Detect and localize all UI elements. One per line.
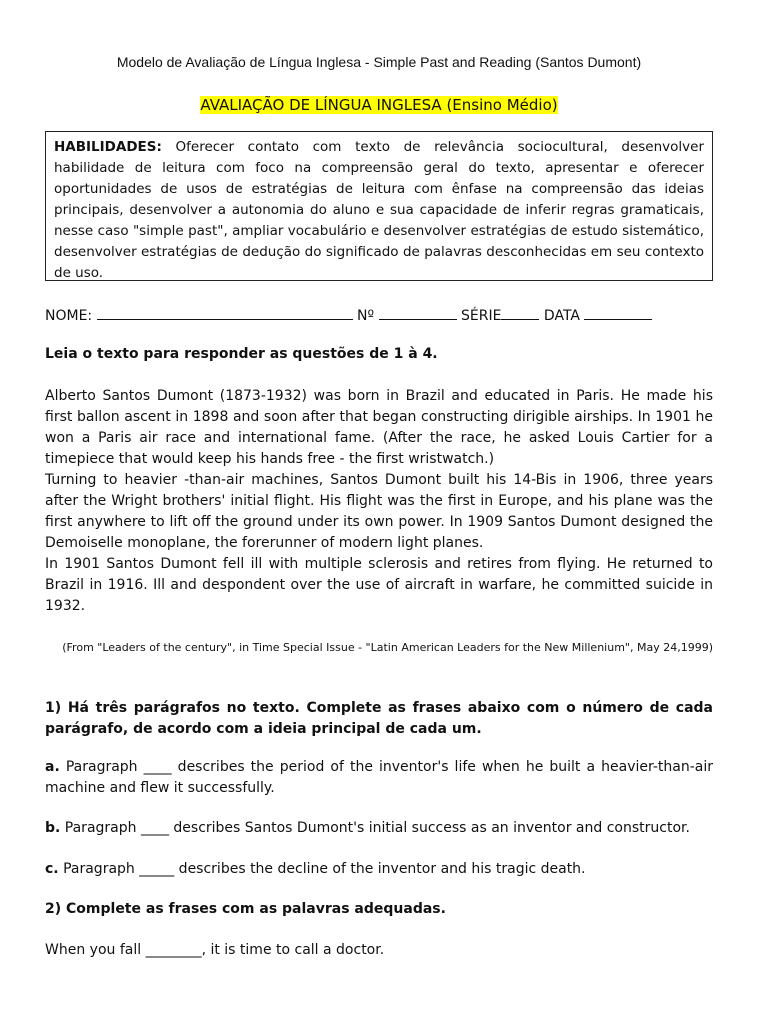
name-label: NOME: [45,308,93,324]
number-field[interactable] [379,305,457,320]
paragraph-3: In 1901 Santos Dumont fell ill with multiple sclerosis and retires from flying. He returned to Brazil in 1916. Ill and despondent over the use of aircraft in warfare, he committed suicide in 1932. [45,556,713,614]
date-field[interactable] [584,305,652,320]
question-1-item-b [45,818,713,839]
paragraph-1: Alberto Santos Dumont (1873-1932) was born in Brazil and educated in Paris. He made his first ballon ascent in 1898 and soon after that began constructing dirigible airships. In 1901 he won a Paris air race and international fame. (After the race, he asked Louis Cartier for a timepiece that would keep his hands free - the first wristwatch.) [45,388,713,467]
question-1-item-a [45,757,713,799]
document-title [45,95,713,114]
question-1-item-c [45,859,713,880]
date-label: DATA [543,308,580,324]
skills-box [45,131,713,281]
grade-field[interactable] [501,305,539,320]
item-letter: c. [45,861,59,877]
skills-label: HABILIDADES: [54,139,162,155]
document-caption: Modelo de Avaliação de Língua Inglesa - Simple Past and Reading (Santos Dumont) [116,54,642,70]
reading-text [45,386,713,617]
source-citation: (From "Leaders of the century", in Time Special Issue - "Latin American Leaders for the New Millenium", May 24,1999) [62,641,713,654]
paragraph-2: Turning to heavier -than-air machines, Santos Dumont built his 14-Bis in 1906, three years after the Wright brothers' initial flight. His flight was the first in Europe, and his plane was the first anywhere to lift off the ground under its own power. In 1909 Santos Dumont designed the Demoiselle monoplane, the forerunner of modern light planes. [45,472,713,551]
item-text: Paragraph ____ describes the period of the inventor's life when he built a heavier-than-air machine and flew it successfully. [45,759,713,796]
question-2-prompt: 2) Complete as frases com as palavras adequadas. [45,901,446,917]
skills-text: Oferecer contato com texto de relevância sociocultural, desenvolver habilidade de leitura com foco na compreensão geral do texto, apresentar e oferecer oportunidades de usos de estratégias de leitura com ênfase na compreensão das ideias principais, desenvolver a autonomia do aluno e sua capacidade de inferir regras gramaticais, nesse caso "simple past", ampliar vocabulário e desenvolver estratégias de estudo sistemático, desenvolver estratégias de dedução do significado de palavras desconhecidas em seu contexto de uso. [54,139,704,281]
question-2-sentence: When you fall ________, it is time to call a doctor. [45,942,385,958]
title-highlight: AVALIAÇÃO DE LÍNGUA INGLESA (Ensino Médio) [200,96,558,114]
name-field[interactable] [97,305,353,320]
number-label: Nº [357,308,375,324]
item-text: Paragraph _____ describes the decline of the inventor and his tragic death. [58,861,586,877]
item-text: Paragraph ____ describes Santos Dumont's initial success as an inventor and constructor. [60,820,690,836]
reading-instruction: Leia o texto para responder as questões de 1 à 4. [45,346,438,362]
student-form-line [45,305,713,324]
item-letter: a. [45,759,60,775]
grade-label: SÉRIE [461,308,502,324]
item-letter: b. [45,820,61,836]
question-1-prompt: 1) Há três parágrafos no texto. Complete as frases abaixo com o número de cada parágrafo, de acordo com a ideia principal de cada um. [45,700,713,737]
